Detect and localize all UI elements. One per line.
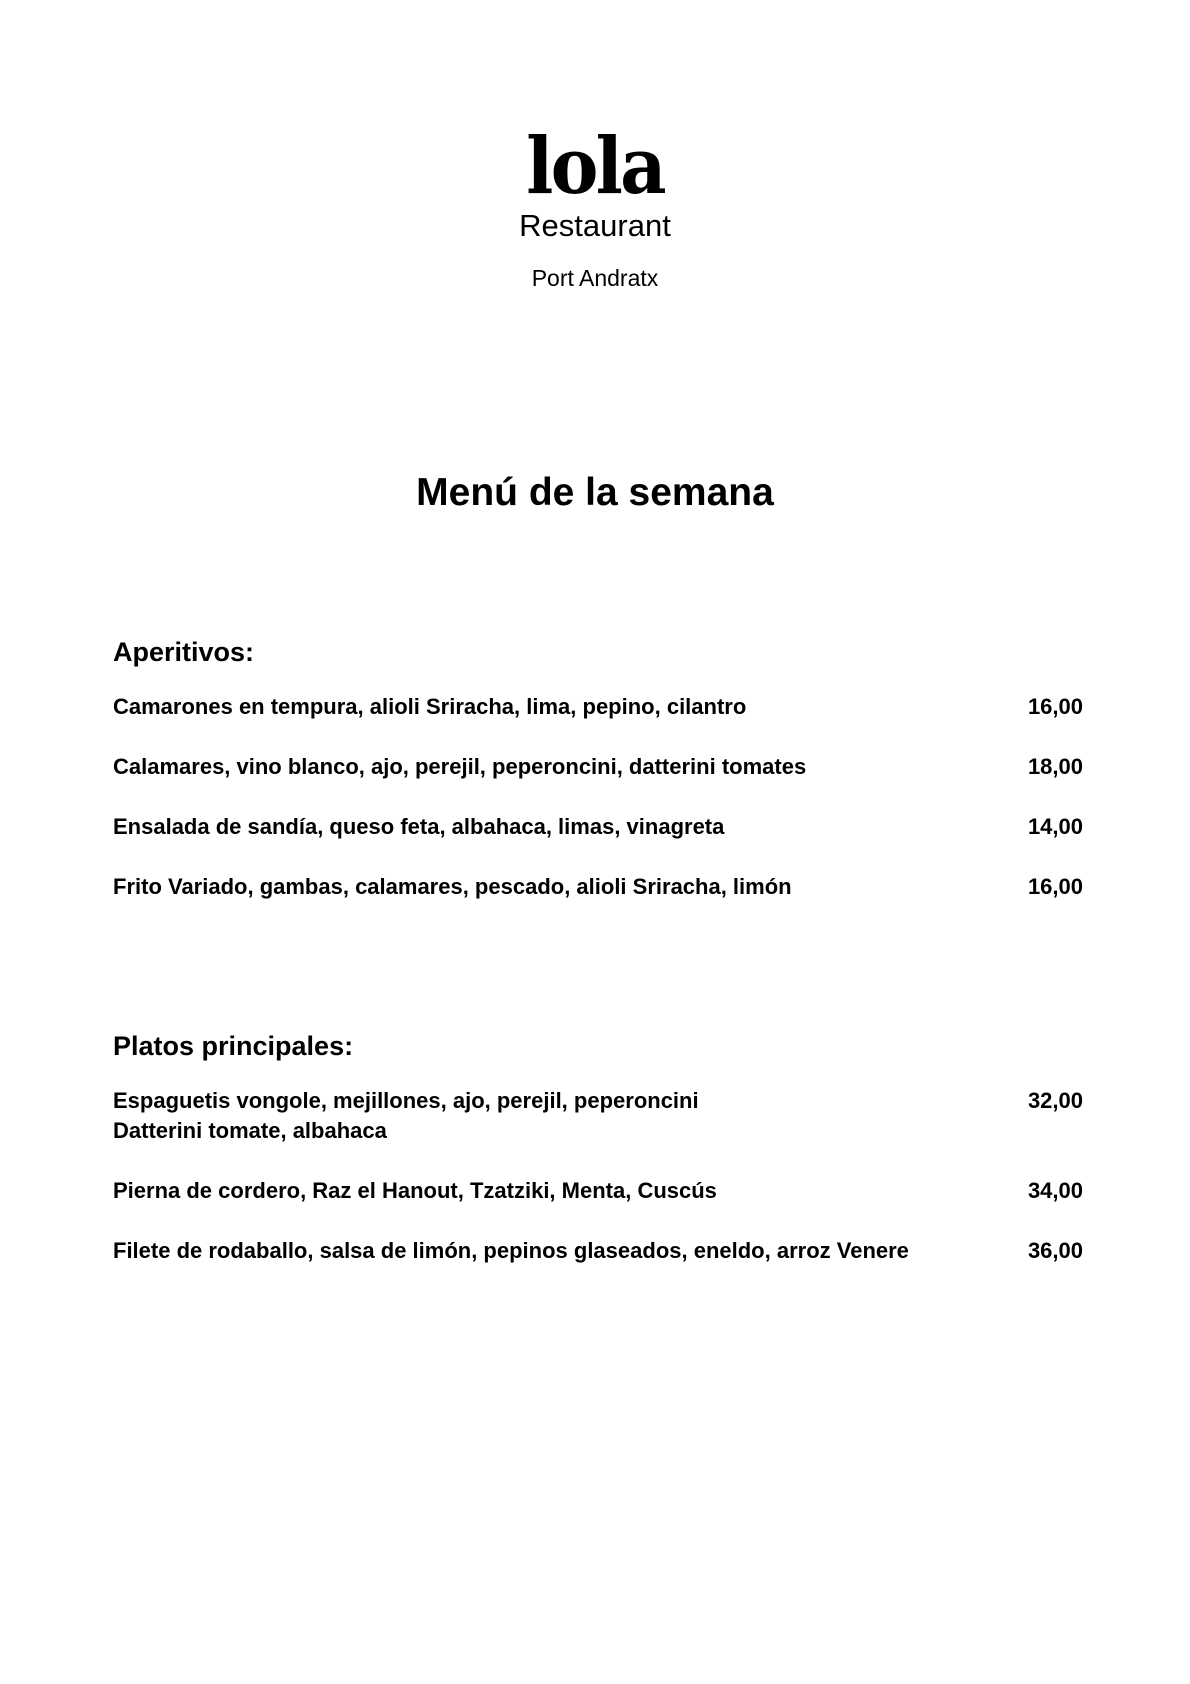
menu-item-description (113, 1086, 993, 1146)
menu-item-price: 14,00 (1027, 814, 1083, 839)
menu-item (113, 692, 1083, 722)
menu-item-description (113, 692, 993, 722)
menu-item-description (113, 872, 993, 902)
menu-item (113, 1176, 1083, 1206)
section-platos-principales (113, 1030, 1083, 1296)
section-aperitivos (113, 636, 1083, 932)
menu-item (113, 752, 1083, 782)
menu-item-description (113, 752, 993, 782)
menu-item-line: Camarones en tempura, alioli Sriracha, lima, pepino, cilantro (113, 694, 747, 719)
section-heading: Platos principales: (113, 1031, 354, 1061)
menu-item-description (113, 1236, 993, 1266)
menu-item-description (113, 812, 993, 842)
menu-item-price: 16,00 (1027, 874, 1083, 899)
menu-item-line: Pierna de cordero, Raz el Hanout, Tzatziki, Menta, Cuscús (113, 1178, 717, 1203)
menu-item-line: Calamares, vino blanco, ajo, perejil, peperoncini, datterini tomates (113, 754, 807, 779)
menu-title: Menú de la semana (416, 471, 774, 514)
menu-item-description (113, 1176, 993, 1206)
menu-item (113, 812, 1083, 842)
menu-item-line: Frito Variado, gambas, calamares, pescado, alioli Sriracha, limón (113, 874, 792, 899)
restaurant-subtitle: Restaurant (519, 208, 671, 243)
menu-item-line: Ensalada de sandía, queso feta, albahaca, limas, vinagreta (113, 814, 725, 839)
menu-item-price: 18,00 (1027, 754, 1083, 779)
restaurant-logo: lola (526, 121, 664, 212)
section-heading: Aperitivos: (113, 637, 255, 667)
menu-item (113, 872, 1083, 902)
menu-item-line: Filete de rodaballo, salsa de limón, pepinos glaseados, eneldo, arroz Venere (113, 1238, 909, 1263)
menu-item-price: 36,00 (1027, 1238, 1083, 1263)
menu-item-price: 16,00 (1027, 694, 1083, 719)
menu-item (113, 1236, 1083, 1266)
restaurant-location: Port Andratx (531, 265, 659, 291)
menu-item (113, 1086, 1083, 1146)
menu-item-line: Espaguetis vongole, mejillones, ajo, perejil, peperoncini (113, 1088, 699, 1113)
menu-item-line: Datterini tomate, albahaca (113, 1118, 387, 1143)
menu-item-price: 34,00 (1027, 1178, 1083, 1203)
menu-item-price: 32,00 (1027, 1088, 1083, 1113)
